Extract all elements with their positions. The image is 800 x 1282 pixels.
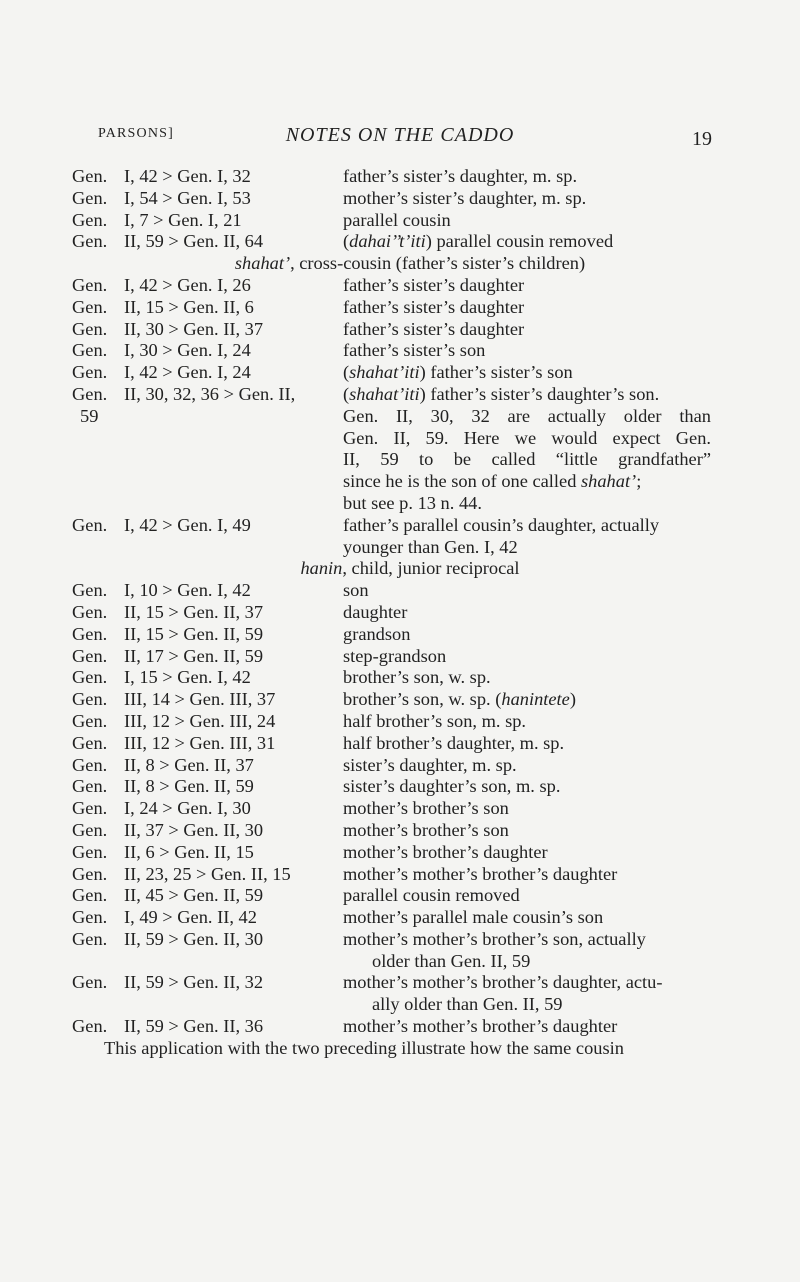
caddo-term: shahat’iti [349, 362, 420, 383]
gen-label: Gen. [72, 187, 108, 208]
table-row [0, 210, 800, 232]
table-row [0, 580, 800, 602]
gen-label: Gen. [72, 907, 108, 928]
generation-ref: III, 12 > Gen. III, 24 [124, 710, 276, 731]
table-row [0, 340, 800, 362]
generation-ref: II, 15 > Gen. II, 6 [124, 296, 254, 317]
generation-ref: III, 14 > Gen. III, 37 [124, 689, 276, 710]
gen-label: Gen. [72, 798, 108, 819]
table-row [0, 471, 800, 493]
generation-ref: II, 15 > Gen. II, 59 [124, 623, 264, 644]
gen-label: Gen. [72, 972, 108, 993]
gen-label: Gen. [72, 514, 108, 535]
caddo-term: shahat’ [234, 253, 291, 274]
section-heading-hanin [0, 558, 800, 580]
gen-label: Gen. [72, 274, 108, 295]
kin-description: half brother’s son, m. sp. [343, 710, 527, 731]
kin-description: mother’s brother’s daughter [343, 841, 548, 862]
generation-ref: II, 59 > Gen. II, 32 [124, 972, 264, 993]
table-row-continuation [0, 406, 800, 428]
generation-ref: I, 42 > Gen. I, 24 [124, 362, 251, 383]
table-row [0, 624, 800, 646]
generation-ref: II, 6 > Gen. II, 15 [124, 841, 254, 862]
gen-label: Gen. [72, 296, 108, 317]
generation-ref: II, 45 > Gen. II, 59 [124, 885, 264, 906]
kin-description: mother’s brother’s son [343, 798, 509, 819]
table-row [0, 166, 800, 188]
kin-description: father’s sister’s daughter [343, 296, 525, 317]
kin-description: younger than Gen. I, 42 [343, 536, 518, 557]
kin-description: mother’s parallel male cousin’s son [343, 907, 604, 928]
section-heading-shahat [0, 253, 800, 275]
table-row: Gen. III, 14 > Gen. III, 37 brother’s son, w. sp. (hanintete) [72, 689, 576, 710]
kin-description: father’s sister’s daughter [343, 274, 525, 295]
table-row [0, 275, 800, 297]
kin-description: sister’s daughter, m. sp. [343, 754, 517, 775]
gen-label: Gen. [72, 819, 108, 840]
gen-label: Gen. [72, 928, 108, 949]
kin-description: parallel cousin [343, 209, 451, 230]
gen-label: Gen. [72, 318, 108, 339]
table-row [0, 864, 800, 886]
gen-label: Gen. [72, 340, 108, 361]
generation-ref: II, 59 > Gen. II, 30 [124, 928, 264, 949]
generation-ref: I, 49 > Gen. II, 42 [124, 907, 257, 928]
gen-label: Gen. [72, 580, 108, 601]
kin-description: , cross-cousin (father’s sister’s children) [290, 253, 586, 274]
gen-label: Gen. [72, 710, 108, 731]
table-row [0, 994, 800, 1016]
generation-ref: II, 30, 32, 36 > Gen. II, [124, 383, 296, 404]
table-row [0, 776, 800, 798]
kin-description: older than Gen. II, 59 [372, 950, 531, 971]
generation-ref: II, 30 > Gen. II, 37 [124, 318, 264, 339]
gen-label: Gen. [72, 776, 108, 797]
gen-label: Gen. [72, 885, 108, 906]
table-row [0, 231, 800, 253]
generation-ref: II, 59 > Gen. II, 36 [124, 1016, 264, 1037]
gen-label: Gen. [72, 863, 108, 884]
kin-description: grandson [343, 623, 411, 644]
generation-ref: I, 15 > Gen. I, 42 [124, 667, 251, 688]
caddo-term: shahat’ [581, 471, 637, 492]
table-row [0, 755, 800, 777]
generation-ref: II, 59 > Gen. II, 64 [124, 231, 264, 252]
generation-ref: II, 15 > Gen. II, 37 [124, 601, 264, 622]
kin-description: father’s sister’s daughter, m. sp. [343, 166, 578, 186]
kin-description: father’s sister’s daughter [343, 318, 525, 339]
kin-description: mother’s mother’s brother’s daughter [343, 863, 618, 884]
kin-description: mother’s mother’s brother’s son, actually [343, 928, 646, 949]
kin-description: (dahai’’t’iti) parallel cousin removed [343, 231, 614, 252]
gen-label: Gen. [72, 841, 108, 862]
kin-description: father’s sister’s son [430, 362, 573, 383]
table-row [0, 907, 800, 929]
kin-description: father’s sister’s daughter’s son. [430, 383, 660, 404]
kin-description: mother’s brother’s son [343, 819, 509, 840]
kin-description: This application with the two preceding illustrate how the same cousin [104, 1037, 624, 1058]
kin-description: mother’s mother’s brother’s daughter [343, 1016, 618, 1037]
gen-label: Gen. [72, 601, 108, 622]
generation-ref: II, 17 > Gen. II, 59 [124, 645, 264, 666]
caddo-term: dahai’’t’iti [349, 231, 426, 252]
kin-description: II, 59 to be called “little grandfather” [343, 449, 711, 470]
kin-description: but see p. 13 n. 44. [343, 492, 482, 513]
gen-label: Gen. [72, 689, 108, 710]
generation-ref: I, 24 > Gen. I, 30 [124, 798, 251, 819]
kin-description: mother’s mother’s brother’s daughter, actu- [343, 972, 663, 993]
gen-label: Gen. [72, 667, 108, 688]
running-head-author: PARSONS] [98, 126, 175, 141]
gen-label: Gen. [72, 732, 108, 753]
kin-description: son [343, 580, 369, 601]
table-row [0, 537, 800, 559]
table-row [0, 319, 800, 341]
kin-description: half brother’s daughter, m. sp. [343, 732, 565, 753]
gen-label: Gen. [72, 754, 108, 775]
generation-ref: I, 10 > Gen. I, 42 [124, 580, 251, 601]
gen-label: Gen. [72, 645, 108, 666]
generation-ref: I, 30 > Gen. I, 24 [124, 340, 251, 361]
kin-description: mother’s sister’s daughter, m. sp. [343, 187, 587, 208]
generation-ref: I, 7 > Gen. I, 21 [124, 209, 242, 230]
gen-label: 59 [80, 405, 99, 426]
table-row [0, 733, 800, 755]
table-row [0, 646, 800, 668]
kin-description: father’s sister’s son [343, 340, 486, 361]
table-row [0, 951, 800, 973]
kin-description: daughter [343, 601, 408, 622]
kin-description: father’s parallel cousin’s daughter, actually [343, 514, 660, 535]
table-row [0, 972, 800, 994]
table-row [0, 711, 800, 733]
kin-description: since he is the son of one called [343, 471, 577, 492]
generation-ref: I, 42 > Gen. I, 49 [124, 514, 251, 535]
generation-ref: II, 8 > Gen. II, 37 [124, 754, 254, 775]
running-header [0, 124, 800, 154]
table-row [0, 297, 800, 319]
kin-description: brother’s son, w. sp. [343, 689, 491, 710]
kinship-table [0, 166, 800, 1060]
generation-ref: II, 23, 25 > Gen. II, 15 [124, 863, 291, 884]
table-row [0, 602, 800, 624]
table-row: Gen. I, 42 > Gen. I, 24 (shahat’iti) father’s sister’s son [72, 362, 573, 383]
generation-ref: I, 42 > Gen. I, 32 [124, 166, 251, 186]
kin-description: brother’s son, w. sp. [343, 667, 491, 688]
table-row [0, 188, 800, 210]
kin-description: , child, junior reciprocal [342, 558, 520, 579]
table-row [0, 929, 800, 951]
closing-line [0, 1038, 800, 1060]
gen-label: Gen. [72, 623, 108, 644]
gen-label: Gen. [72, 383, 108, 404]
generation-ref: I, 42 > Gen. I, 26 [124, 274, 251, 295]
gen-label: Gen. [72, 362, 108, 383]
table-row: Gen. II, 30, 32, 36 > Gen. II, (shahat’iti) father’s sister’s daughter’s son. [72, 383, 660, 404]
table-row [0, 515, 800, 537]
table-row [0, 449, 800, 471]
kin-description: parallel cousin removed [343, 885, 520, 906]
generation-ref: III, 12 > Gen. III, 31 [124, 732, 276, 753]
table-row [0, 885, 800, 907]
gen-label: Gen. [72, 209, 108, 230]
kin-description: step-grandson [343, 645, 447, 666]
gen-label: Gen. [72, 231, 108, 252]
running-head-title: NOTES ON THE CADDO [285, 124, 515, 146]
caddo-term: hanin [300, 558, 343, 579]
table-row [0, 842, 800, 864]
generation-ref: II, 8 > Gen. II, 59 [124, 776, 254, 797]
table-row [0, 1016, 800, 1038]
caddo-term: shahat’iti [349, 383, 420, 404]
page-number: 19 [692, 128, 712, 150]
kin-description: sister’s daughter’s son, m. sp. [343, 776, 561, 797]
kin-description: Gen. II, 30, 32 are actually older than [343, 405, 711, 426]
table-row [0, 798, 800, 820]
generation-ref: I, 54 > Gen. I, 53 [124, 187, 251, 208]
gen-label: Gen. [72, 1016, 108, 1037]
table-row [0, 820, 800, 842]
gen-label: Gen. [72, 166, 108, 186]
kin-description: ally older than Gen. II, 59 [372, 994, 563, 1015]
kin-description: ; [636, 471, 642, 492]
kin-description: Gen. II, 59. Here we would expect Gen. [343, 427, 711, 448]
kin-description: parallel cousin removed [436, 231, 614, 252]
table-row [0, 428, 800, 450]
table-row [0, 493, 800, 515]
generation-ref: II, 37 > Gen. II, 30 [124, 819, 264, 840]
table-row [0, 667, 800, 689]
caddo-term: hanintete [501, 689, 570, 710]
